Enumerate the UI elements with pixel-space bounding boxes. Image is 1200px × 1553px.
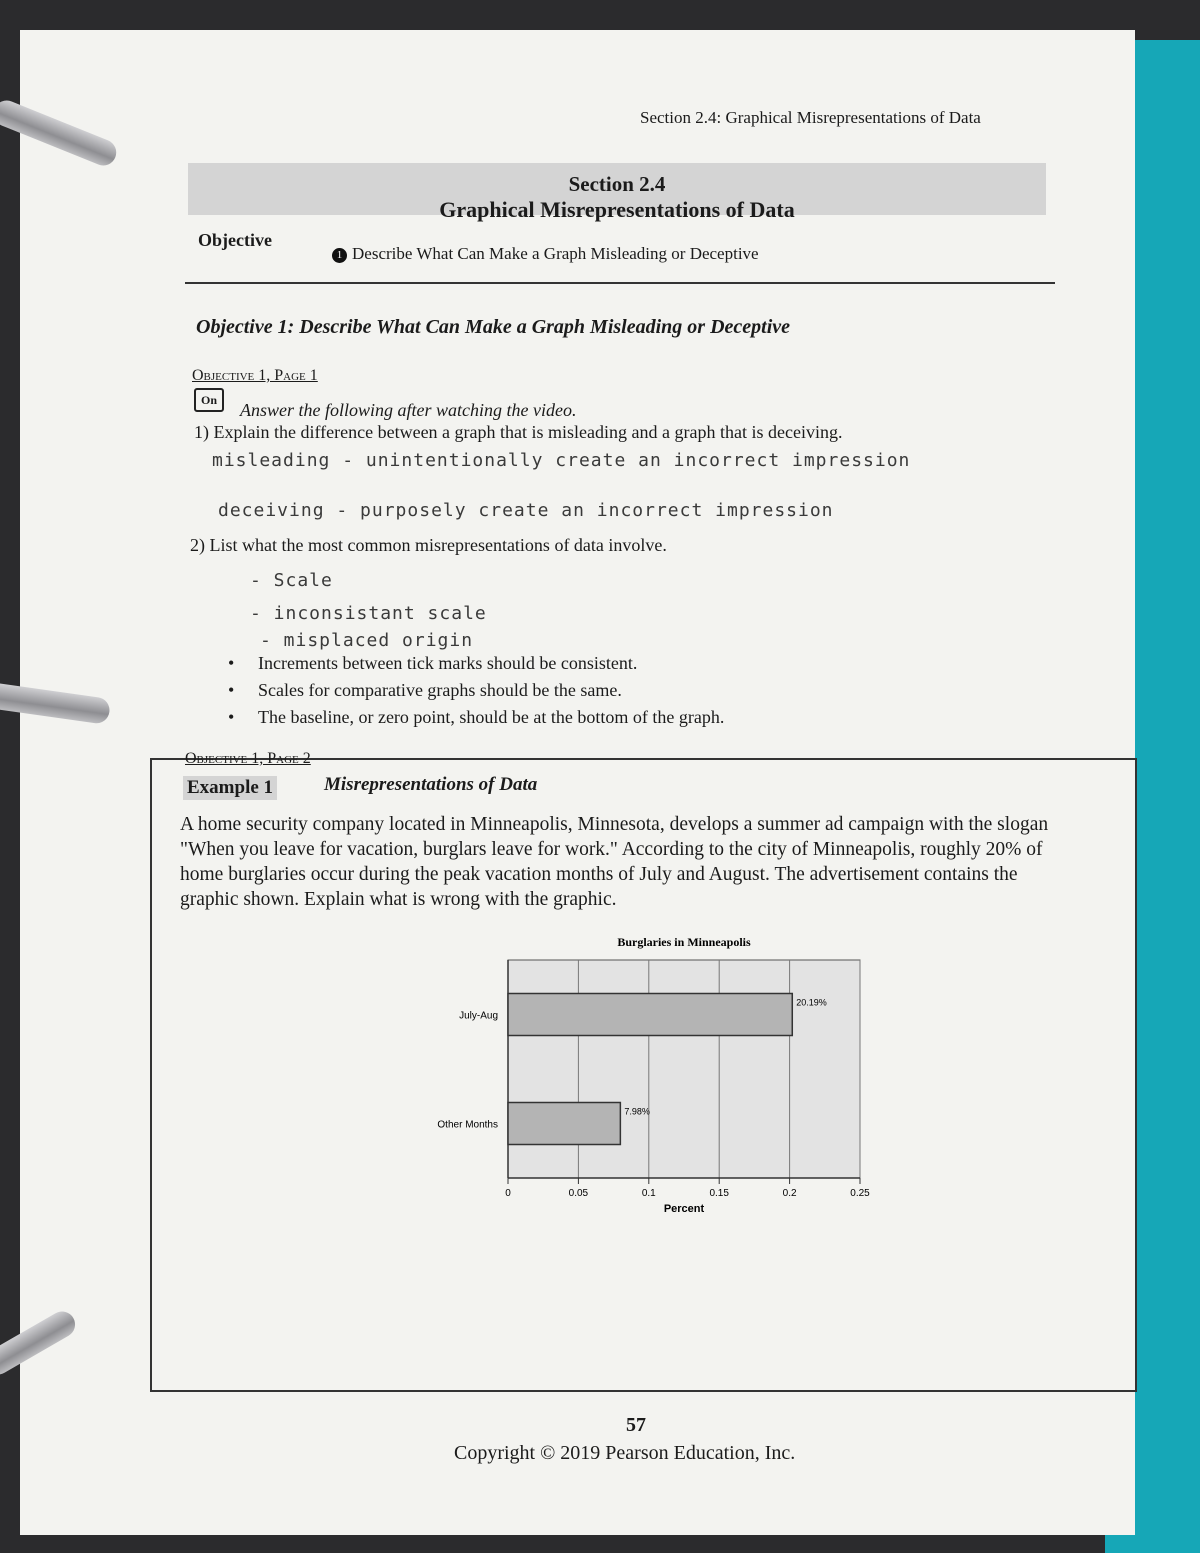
objective-page-2-link[interactable]: Objective 1, Page 2 [185, 750, 311, 767]
example-title: Misrepresentations of Data [324, 774, 538, 795]
example-label: Example 1 [183, 776, 277, 800]
objective-item-text: Describe What Can Make a Graph Misleading or Deceptive [352, 244, 759, 263]
handwritten-answer-1a: misleading - unintentionally create an incorrect impression [212, 450, 911, 471]
example-text: A home security company located in Minneapolis, Minnesota, develops a summer ad campaign with the slogan "When you leave for vacation, burglars leave for work." According to the city of Minneapolis, roughly 20% of home burglaries occur during the peak vacation months of July and August. The advertisement contains the graphic shown. Explain what is wrong with the graphic. [180, 814, 1049, 910]
worksheet-page [20, 30, 1135, 1535]
question-1: 1) Explain the difference between a graph that is misleading and a graph that is deceiving. [194, 422, 843, 442]
data-label: 20.19% [796, 997, 827, 1008]
x-axis-label: Percent [663, 1203, 705, 1215]
x-tick-label: 0 [505, 1188, 511, 1199]
burglary-chart [420, 930, 880, 1220]
page-number: 57 [626, 1414, 646, 1436]
handwritten-answer-2-item: - misplaced origin [260, 630, 474, 651]
list-item: • Scales for comparative graphs should be the same. [258, 677, 724, 704]
number-one-icon: 1 [332, 248, 347, 263]
handwritten-answer-2-item: - Scale [250, 570, 333, 591]
x-tick-label: 0.25 [850, 1188, 870, 1199]
y-category-label: July-Aug [459, 1010, 498, 1022]
video-icon[interactable]: On [194, 388, 224, 412]
objective-page-1-link[interactable]: Objective 1, Page 1 [192, 367, 318, 384]
instruction: Answer the following after watching the video. [240, 400, 577, 420]
bar [508, 1103, 620, 1145]
section-title: Graphical Misrepresentations of Data [439, 197, 795, 222]
data-label: 7.98% [624, 1106, 650, 1117]
x-tick-label: 0.05 [568, 1188, 589, 1199]
chart-title: Burglaries in Minneapolis [617, 935, 751, 949]
x-tick-label: 0.1 [641, 1188, 656, 1199]
objective-heading: Objective 1: Describe What Can Make a Graph Misleading or Deceptive [196, 316, 791, 338]
x-tick-label: 0.2 [782, 1188, 797, 1199]
objective-item [332, 244, 759, 264]
y-category-label: Other Months [437, 1119, 498, 1131]
bar [508, 994, 792, 1036]
handwritten-answer-2-item: - inconsistant scale [250, 603, 487, 624]
copyright: Copyright © 2019 Pearson Education, Inc. [454, 1442, 796, 1464]
objective-label: Objective [198, 230, 272, 250]
running-header: Section 2.4: Graphical Misrepresentations of Data [640, 108, 981, 127]
guideline-list [228, 650, 724, 731]
x-tick-label: 0.15 [709, 1188, 729, 1199]
question-2: 2) List what the most common misrepresentations of data involve. [190, 535, 667, 555]
plot-area [508, 960, 860, 1178]
divider [185, 282, 1055, 284]
handwritten-answer-1b: deceiving - purposely create an incorrect impression [218, 500, 834, 521]
list-item: • The baseline, or zero point, should be at the bottom of the graph. [258, 704, 724, 731]
section-number: Section 2.4 [568, 172, 666, 196]
list-item: • Increments between tick marks should be consistent. [258, 650, 724, 677]
